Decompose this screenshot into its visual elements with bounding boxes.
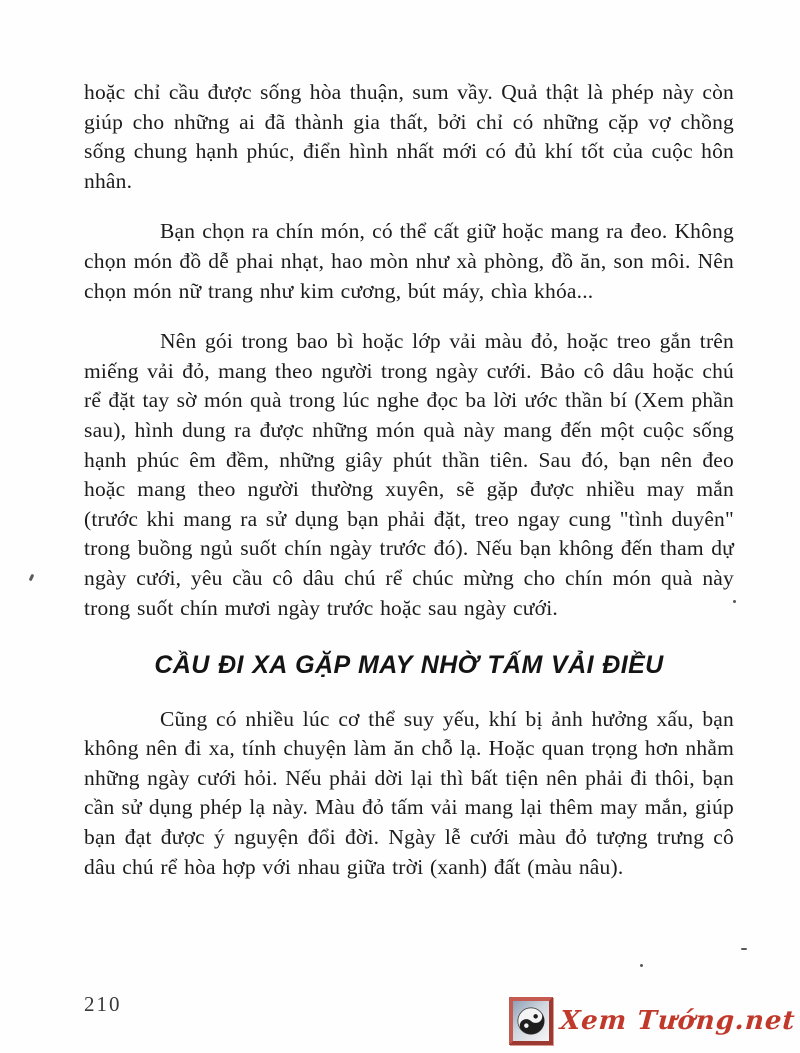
scan-artifact	[640, 964, 643, 967]
scan-artifact	[741, 948, 747, 950]
watermark	[509, 997, 795, 1045]
scan-artifact	[733, 600, 736, 603]
paragraph: Bạn chọn ra chín món, có thể cất giữ hoặc mang ra đeo. Không chọn món đồ dễ phai nhạt, hao mòn như xà phòng, đồ ăn, son môi. Nên chọn món nữ trang như kim cương, bút máy, chìa khóa...	[84, 219, 734, 303]
paragraph: Nên gói trong bao bì hoặc lớp vải màu đỏ, hoặc treo gắn trên miếng vải đỏ, mang theo người trong ngày cưới. Bảo cô dâu hoặc chú rể đặt tay sờ món quà trong lúc nghe đọc ba lời ước thần bí (Xem phần sau), hình dung ra được những món quà này mang đến một cuộc sống hạnh phúc êm đềm, những giây phút thần tiên. Sau đó, bạn nên đeo hoặc mang theo người thường xuyên, sẽ gặp được nhiều may mắn (trước khi mang ra sử dụng bạn phải đặt, treo ngay cung "tình duyên" trong buồng ngủ suốt chín ngày trước đó). Nếu bạn không đến tham dự ngày cưới, yêu cầu cô dâu chú rể chúc mừng cho chín món quà này trong suốt chín mươi ngày trước hoặc sau ngày cưới.	[84, 329, 734, 620]
watermark-text: Xem Tướng.net	[558, 1006, 797, 1036]
scan-artifact	[29, 574, 35, 582]
page-number: 210	[84, 992, 122, 1016]
section-heading: CẦU ĐI XA GẶP MAY NHỜ TẤM VẢI ĐIỀU	[154, 651, 664, 680]
paragraph: Cũng có nhiều lúc cơ thể suy yếu, khí bị ảnh hưởng xấu, bạn không nên đi xa, tính chuyện làm ăn chỗ lạ. Hoặc quan trọng hơn nhằm những ngày cưới hỏi. Nếu phải dời lại thì bất tiện nên phải đi thôi, bạn cần sử dụng phép lạ này. Màu đỏ tấm vải mang lại thêm may mắn, giúp bạn đạt được ý nguyện đổi đời. Ngày lễ cưới màu đỏ tượng trưng cô dâu chú rể hòa hợp với nhau giữa trời (xanh) đất (màu nâu).	[84, 706, 734, 879]
yin-yang-icon	[509, 997, 553, 1045]
page-text-block	[84, 78, 734, 903]
paragraph: hoặc chỉ cầu được sống hòa thuận, sum vầy. Quả thật là phép này còn giúp cho những ai đã thành gia thất, bởi chỉ có những cặp vợ chồng sống chung hạnh phúc, điển hình nhất mới có đủ khí tốt của cuộc hôn nhân.	[84, 80, 734, 193]
